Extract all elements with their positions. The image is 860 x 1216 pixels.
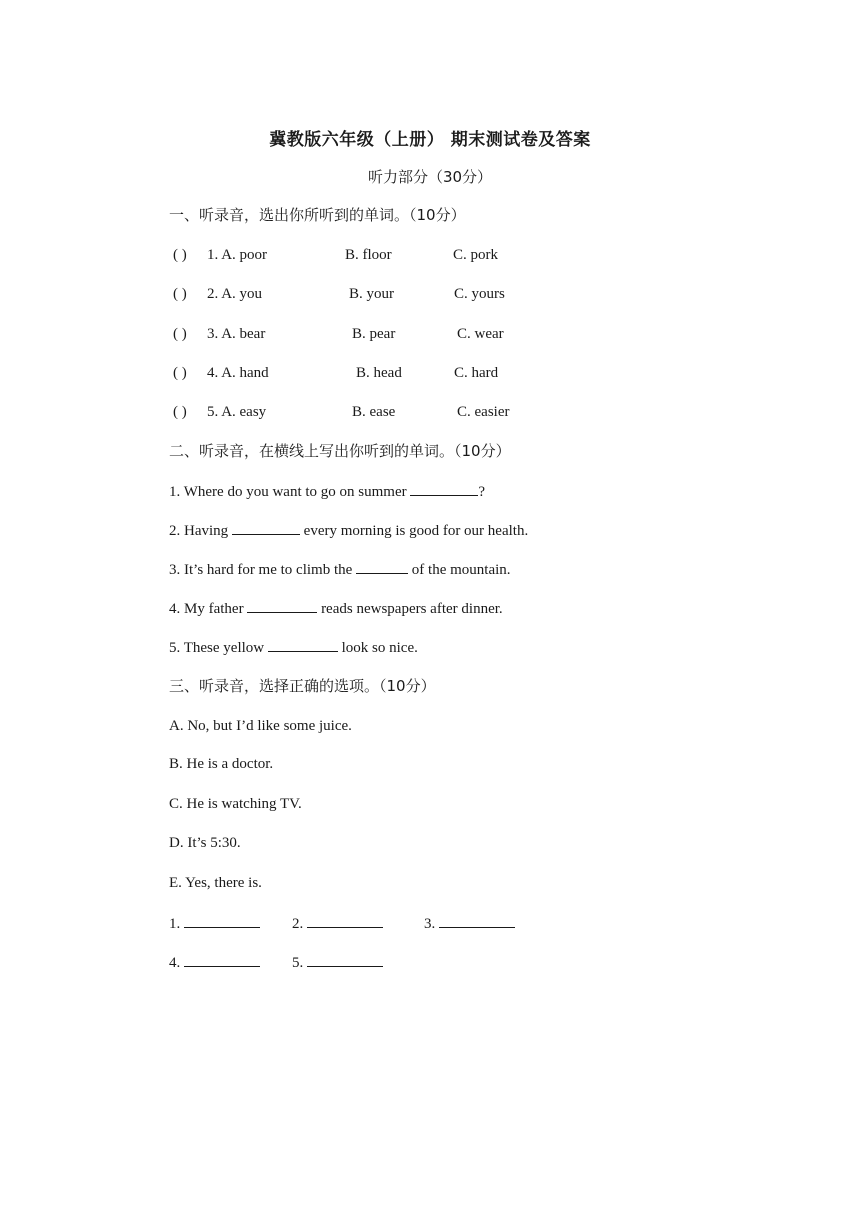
answer-blank[interactable] (439, 912, 515, 928)
answer-paren[interactable]: ( ) (173, 286, 187, 302)
response-option: D. It’s 5:30. (169, 835, 241, 851)
response-option: B. He is a doctor. (169, 756, 274, 772)
option-b: B. your (349, 286, 394, 302)
option-a: A. poor (221, 247, 268, 263)
answer-blank[interactable] (232, 519, 300, 535)
fill-in-sentence: 1. Where do you want to go on summer ? (169, 480, 485, 502)
answer-paren[interactable]: ( ) (173, 247, 187, 263)
fill-in-sentence: 2. Having every morning is good for our health. (169, 519, 528, 541)
option-a: A. easy (221, 404, 267, 420)
answer-blank[interactable] (184, 951, 260, 967)
question-number: 1. A. poor (207, 247, 268, 263)
answer-blank[interactable] (184, 912, 260, 928)
option-b: B. head (356, 365, 402, 381)
fill-in-sentence: 3. It’s hard for me to climb the of the mountain. (169, 558, 511, 580)
option-c: C. hard (454, 365, 499, 381)
option-c: C. pork (453, 247, 498, 263)
page-subtitle: 听力部分（30分） (367, 168, 493, 186)
response-option: E. Yes, there is. (169, 875, 262, 891)
answer-blank[interactable] (268, 636, 338, 652)
answer-paren[interactable]: ( ) (173, 404, 187, 420)
answer-paren[interactable]: ( ) (173, 365, 187, 381)
answer-blank[interactable] (410, 480, 478, 496)
section3-heading: 三、听录音，选择正确的选项。（10分） (169, 677, 436, 695)
option-c: C. yours (454, 286, 505, 302)
fill-in-sentence: 5. These yellow look so nice. (169, 636, 418, 658)
option-b: B. floor (345, 247, 392, 263)
option-a: A. you (221, 286, 263, 302)
question-number: 4. A. hand (207, 365, 269, 381)
option-a: A. bear (221, 326, 266, 342)
answer-blank[interactable] (307, 951, 383, 967)
option-b: B. ease (352, 404, 396, 420)
option-c: C. easier (457, 404, 510, 420)
answer-paren[interactable]: ( ) (173, 326, 187, 342)
answer-slot: 4. (169, 951, 260, 973)
section1-heading: 一、听录音，选出你所听到的单词。（10分） (169, 206, 466, 224)
question-number: 2. A. you (207, 286, 263, 302)
fill-in-sentence: 4. My father reads newspapers after dinner. (169, 597, 503, 619)
answer-blank[interactable] (356, 558, 408, 574)
answer-slot: 5. (292, 951, 383, 973)
question-number: 5. A. easy (207, 404, 267, 420)
response-option: C. He is watching TV. (169, 796, 302, 812)
option-b: B. pear (352, 326, 396, 342)
answer-slot: 1. (169, 912, 260, 934)
page-title: 冀教版六年级（上册） 期末测试卷及答案 (269, 130, 591, 150)
response-option: A. No, but I’d like some juice. (169, 718, 352, 734)
answer-slot: 2. (292, 912, 383, 934)
question-number: 3. A. bear (207, 326, 266, 342)
answer-blank[interactable] (307, 912, 383, 928)
answer-slot: 3. (424, 912, 515, 934)
section2-heading: 二、听录音，在横线上写出你听到的单词。（10分） (169, 442, 511, 460)
answer-blank[interactable] (247, 597, 317, 613)
option-c: C. wear (457, 326, 504, 342)
option-a: A. hand (221, 365, 269, 381)
